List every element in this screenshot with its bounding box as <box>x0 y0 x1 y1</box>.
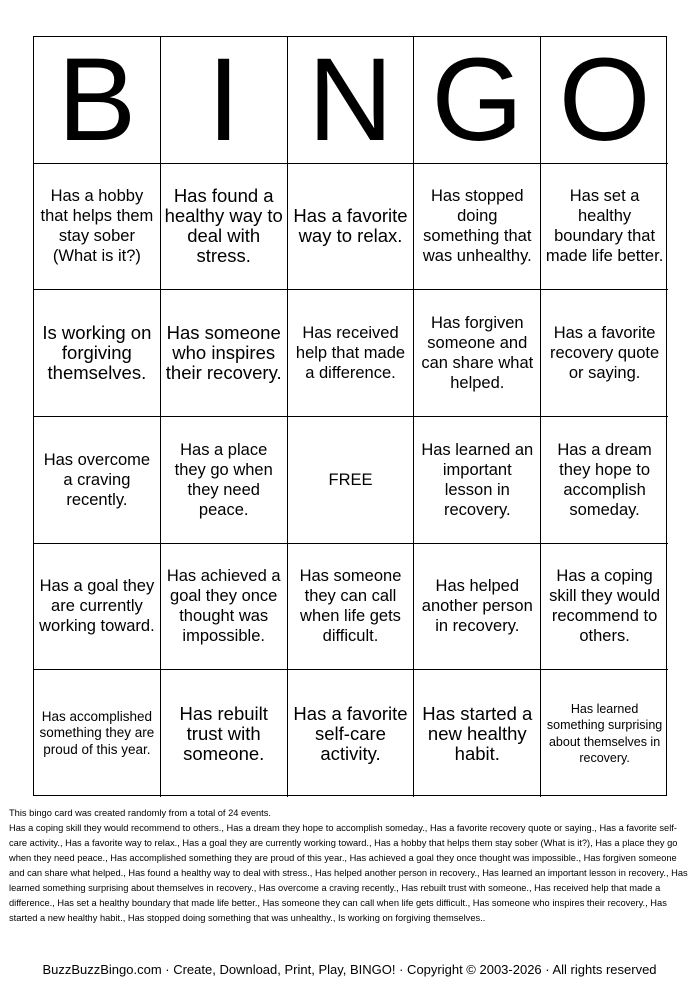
bingo-cell[interactable] <box>34 670 161 797</box>
bingo-cell[interactable] <box>161 544 288 671</box>
bingo-cell[interactable] <box>288 670 415 797</box>
footer-event-list: Has a coping skill they would recommend to others., Has a dream they hope to accomplish someday., Has a favorite recovery quote or saying., Has a favorite self-care activity., Has a favorite way to relax., Has a goal they are currently working toward., Has a hobby that helps them stay sober (What is it?), Has a place they go when they need peace., Has accomplished something they are proud of this year., Has achieved a goal they once thought was impossible., Has forgiven someone and can share what helped., Has found a healthy way to deal with stress., Has helped another person in recovery., Has learned an important lesson in recovery., Has learned something surprising about themselves in recovery., Has overcome a craving recently., Has rebuilt trust with someone., Has received help that made a difference., Has set a healthy boundary that made life better., Has someone they can call when life gets difficult., Has someone who inspires their recovery., Has started a new healthy habit., Has stopped doing something that was unhealthy., Is working on forgiving themselves.. <box>9 823 688 923</box>
copyright-line: BuzzBuzzBingo.com · Create, Download, Print, Play, BINGO! · Copyright © 2003-2026 · All rights reserved <box>42 962 657 977</box>
cell-text: Has accomplished something they are proud of this year. <box>39 708 155 757</box>
bingo-cell[interactable] <box>34 417 161 544</box>
cell-text: Has a place they go when they need peace. <box>174 440 273 519</box>
header-cell <box>541 37 668 164</box>
cell-text: Has a favorite recovery quote or saying. <box>550 324 660 383</box>
cell-text: Has a favorite self-care activity. <box>293 702 408 764</box>
cell-text: Has received help that made a difference. <box>295 324 406 383</box>
free-space-text: FREE <box>328 470 373 489</box>
header-cell <box>288 37 415 164</box>
footer-summary: This bingo card was created randomly from a total of 24 events. <box>9 808 271 818</box>
cell-text: Has a dream they hope to accomplish someday. <box>557 440 652 519</box>
cell-text: Has helped another person in recovery. <box>421 577 533 636</box>
cell-text: Is working on forgiving themselves. <box>42 322 152 384</box>
bingo-cell[interactable] <box>414 544 541 671</box>
header-cell <box>34 37 161 164</box>
bingo-cell[interactable] <box>288 290 415 417</box>
bingo-cell[interactable] <box>34 290 161 417</box>
cell-text: Has someone they can call when life gets difficult. <box>299 567 402 646</box>
bingo-cell[interactable] <box>414 164 541 291</box>
cell-text: Has learned something surprising about themselves in recovery. <box>546 701 663 766</box>
bingo-cell[interactable] <box>161 164 288 291</box>
cell-text: Has a goal they are currently working toward. <box>39 577 155 636</box>
bingo-cell[interactable] <box>414 417 541 544</box>
header-letter: N <box>307 37 394 164</box>
header-letter: G <box>431 37 524 164</box>
bingo-cell[interactable] <box>288 544 415 671</box>
bingo-cell[interactable] <box>161 290 288 417</box>
cell-text: Has rebuilt trust with someone. <box>179 702 268 764</box>
cell-text: Has learned an important lesson in recovery. <box>421 440 534 519</box>
bingo-card <box>33 36 667 796</box>
card-footer <box>9 806 690 926</box>
cell-text: Has a favorite way to relax. <box>293 205 408 247</box>
bingo-cell[interactable] <box>288 164 415 291</box>
cell-text: Has set a healthy boundary that made life better. <box>545 187 664 266</box>
header-cell <box>414 37 541 164</box>
cell-text: Has forgiven someone and can share what helped. <box>421 314 534 393</box>
bingo-cell[interactable] <box>161 417 288 544</box>
bingo-cell[interactable] <box>541 670 668 797</box>
cell-text: Has someone who inspires their recovery. <box>165 322 282 384</box>
header-letter: I <box>207 37 241 164</box>
cell-text: Has a hobby that helps them stay sober (What is it?) <box>40 187 154 266</box>
bingo-cell[interactable] <box>161 670 288 797</box>
cell-text: Has found a healthy way to deal with stress. <box>164 185 283 267</box>
bingo-cell[interactable] <box>34 544 161 671</box>
cell-text: Has overcome a craving recently. <box>43 450 151 509</box>
bingo-cell[interactable] <box>541 417 668 544</box>
bingo-cell[interactable] <box>34 164 161 291</box>
bingo-cell[interactable] <box>541 164 668 291</box>
header-letter: O <box>558 37 651 164</box>
cell-text: Has a coping skill they would recommend to others. <box>549 567 661 646</box>
cell-text: Has stopped doing something that was unhealthy. <box>422 187 532 266</box>
bingo-cell[interactable] <box>414 670 541 797</box>
bingo-cell[interactable] <box>414 290 541 417</box>
cell-text: Has achieved a goal they once thought was impossible. <box>166 567 281 646</box>
header-cell <box>161 37 288 164</box>
cell-text: Has started a new healthy habit. <box>422 702 533 764</box>
bingo-cell[interactable] <box>541 544 668 671</box>
header-letter: B <box>57 37 137 164</box>
bingo-cell[interactable] <box>541 290 668 417</box>
free-space[interactable] <box>288 417 415 544</box>
